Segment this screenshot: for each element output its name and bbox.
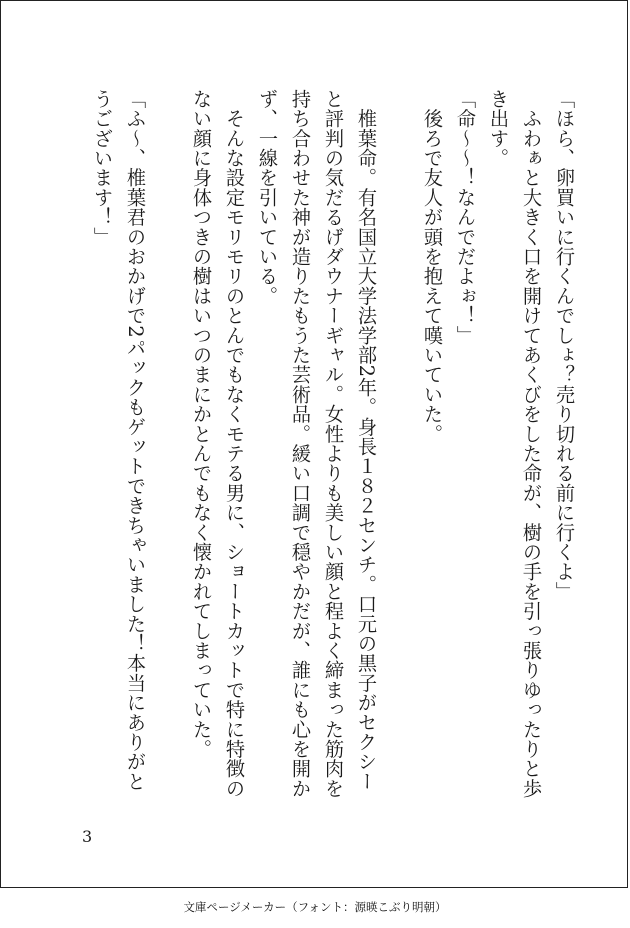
page-number: 3 xyxy=(82,827,93,846)
text-line: うございます！」 xyxy=(91,89,114,247)
text-line: と評判の気だるげダウナーギャル。女性よりも美しい顔と程よく締まった筋肉を xyxy=(322,89,345,799)
text-line: 「命〜〜！なんでだよぉ！」 xyxy=(454,89,477,346)
text-line: 「ほら、卵買いに行くんでしょ？売り切れる前に行くよ」 xyxy=(553,89,576,602)
footer-credit: 文庫ページメーカー（フォント：源暎こぶり明朝） xyxy=(183,900,447,914)
text-line: ず、一線を引いている。 xyxy=(256,89,279,306)
text-line: 「ふ〜、椎葉君のおかげで2パックもゲットできちゃいました！本当にありがと xyxy=(124,89,147,792)
text-line: 後ろで友人が頭を抱えて嘆いていた。 xyxy=(421,89,444,444)
text-line: 持ち合わせた神が造りたもうた芸術品。緩い口調で穏やかだが、誰にも心を開か xyxy=(289,89,312,799)
text-line: 椎葉命。有名国立大学法学部2年。身長１８２センチ。口元の黒子がセクシー xyxy=(355,89,378,792)
text-line: そんな設定モリモリのとんでもなくモテる男に、ショートカットで特に特徴の xyxy=(223,89,246,799)
vertical-text-body xyxy=(86,89,581,829)
text-line: ない顔に身体つきの樹はいつのまにかとんでもなく懐かれてしまっていた。 xyxy=(190,89,213,759)
text-line: き出す。 xyxy=(487,89,510,168)
text-line: ふわぁと大きく口を開けてあくびをした命が、樹の手を引っ張りゆったりと歩 xyxy=(520,89,543,799)
blank-line xyxy=(152,89,185,829)
blank-line xyxy=(383,89,416,829)
